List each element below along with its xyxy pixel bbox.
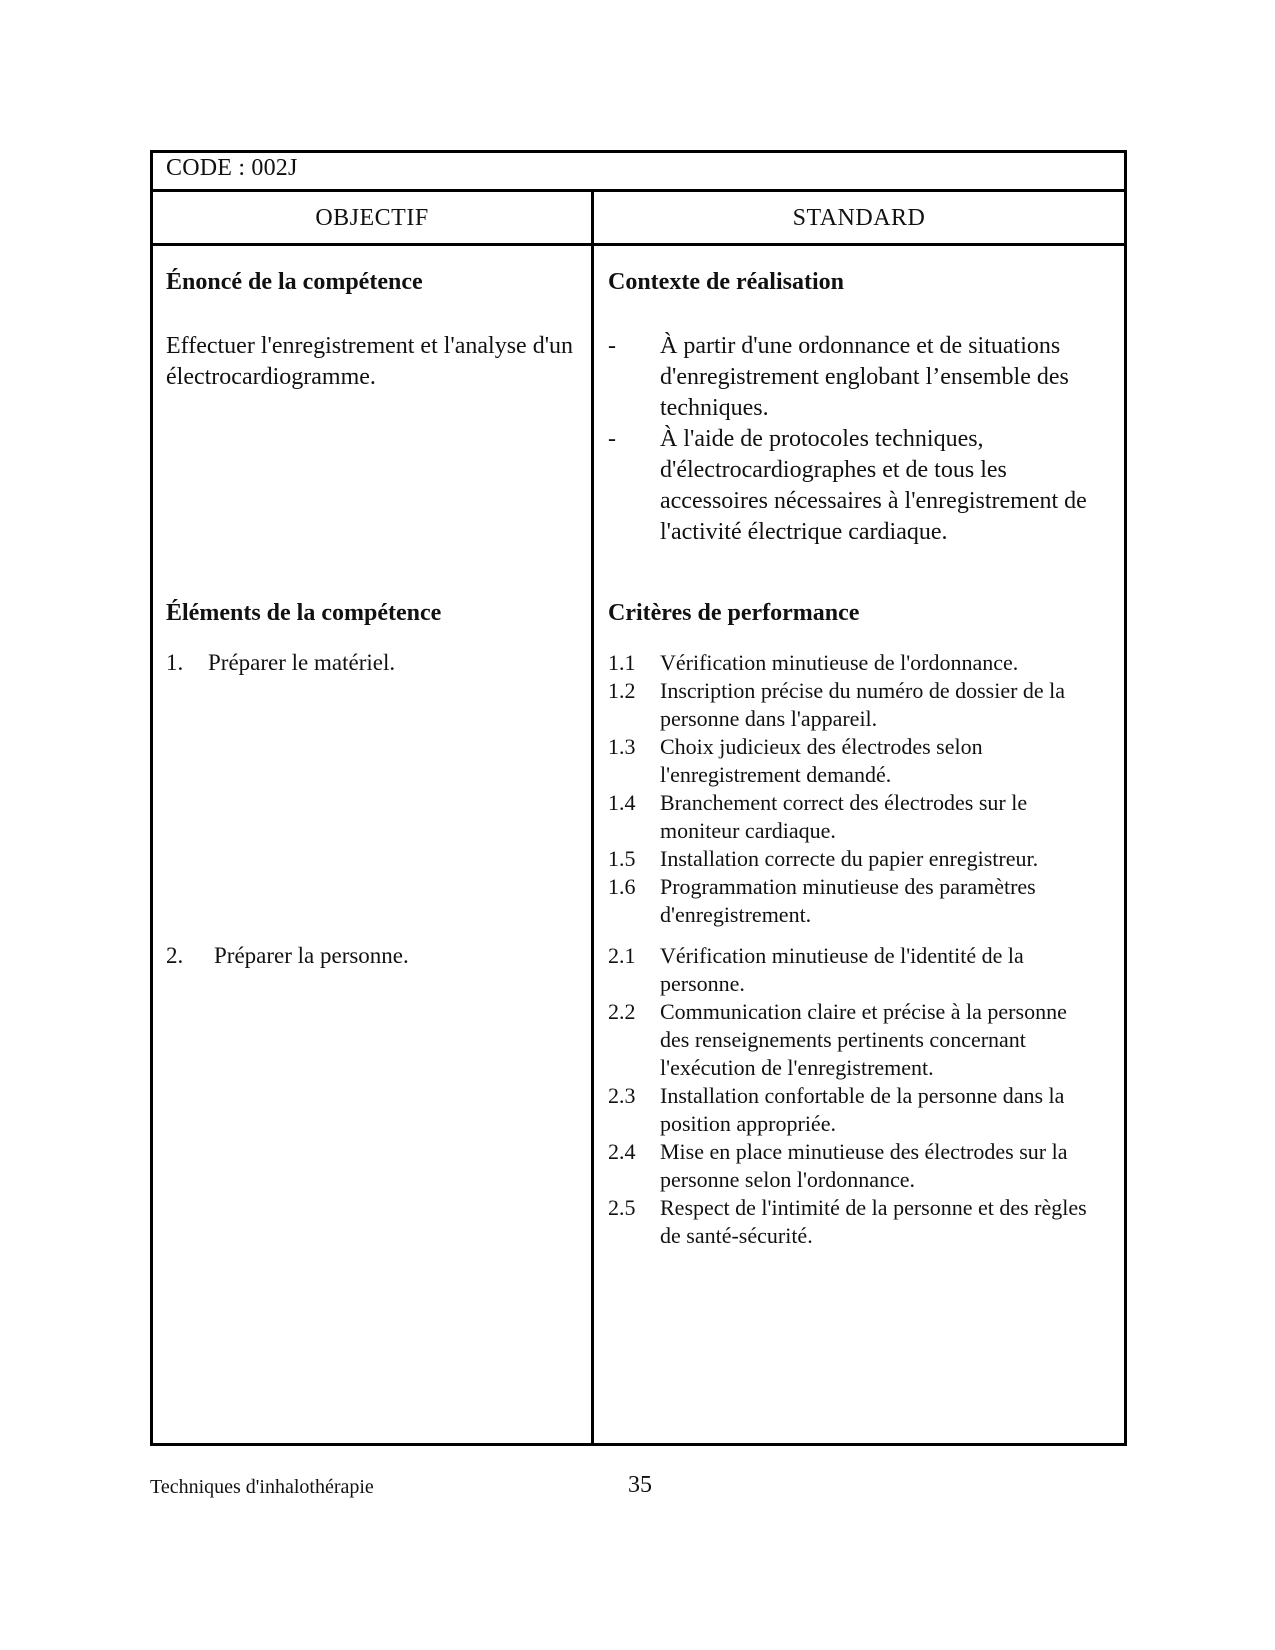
critere-number: 1.2 [608,678,636,703]
critere-item [608,998,1118,1082]
element-number: 2. [166,943,184,968]
critere-number: 2.3 [608,1083,636,1108]
text-line: moniteur cardiaque. [660,818,836,843]
text-line: Choix judicieux des électrodes selon [660,734,983,759]
text-line: personne selon l'ordonnance. [660,1167,916,1192]
critere-item [608,1138,1118,1194]
text-line: techniques. [660,395,769,421]
critere-number: 2.2 [608,999,636,1024]
critere-item [608,873,1118,929]
critere-number: 1.6 [608,874,636,899]
critere-item [608,733,1118,789]
critere-number: 1.3 [608,734,636,759]
text-line: personne. [660,971,745,996]
dash-marker: - [608,333,616,359]
critere-text [660,942,1118,998]
text-line: de santé-sécurité. [660,1223,813,1248]
criteres-group-1 [608,649,1118,929]
text-line: Installation correcte du papier enregistreur. [660,846,1039,871]
contexte-text [660,331,1118,424]
critere-number: 2.4 [608,1139,636,1164]
critere-number: 1.1 [608,650,636,675]
enonce-line: électrocardiogramme. [166,364,376,390]
text-line: l'exécution de l'enregistrement. [660,1055,934,1080]
critere-item [608,942,1118,998]
column-headers [153,192,1124,246]
element-item [166,649,576,677]
criteres-group-2 [608,942,1118,1250]
text-line: des renseignements pertinents concernant [660,1027,1026,1052]
text-line: Installation confortable de la personne dans la [660,1083,1065,1108]
critere-text [660,873,1118,929]
objectif-header: OBJECTIF [315,205,429,231]
critere-text [660,845,1118,873]
critere-item [608,677,1118,733]
competency-table [150,150,1127,1446]
element-text: Préparer le matériel. [208,650,396,675]
enonce-text [166,331,586,393]
element-text: Préparer la personne. [214,943,409,968]
text-line: À l'aide de protocoles techniques, [660,426,984,452]
contexte-text [660,424,1118,548]
critere-item [608,789,1118,845]
critere-text [660,677,1118,733]
elements-title: Éléments de la compétence [166,600,442,626]
criteres-title: Critères de performance [608,600,860,626]
critere-number: 1.5 [608,846,636,871]
contexte-list [608,331,1118,548]
enonce-title: Énoncé de la compétence [166,269,423,295]
text-line: Mise en place minutieuse des électrodes sur la [660,1139,1068,1164]
critere-number: 2.5 [608,1195,636,1220]
critere-text [660,1138,1118,1194]
text-line: Branchement correct des électrodes sur le [660,790,1028,815]
critere-item [608,845,1118,873]
contexte-title: Contexte de réalisation [608,269,844,295]
text-line: Communication claire et précise à la personne [660,999,1067,1024]
text-line: Respect de l'intimité de la personne et des règles [660,1195,1087,1220]
critere-number: 1.4 [608,790,636,815]
critere-text [660,1082,1118,1138]
text-line: À partir d'une ordonnance et de situations [660,333,1061,359]
text-line: d'enregistrement. [660,902,812,927]
code-row [153,153,1124,192]
enonce-line: Effectuer l'enregistrement et l'analyse d'un [166,333,574,359]
element-number: 1. [166,650,184,675]
text-line: personne dans l'appareil. [660,706,878,731]
critere-text [660,1194,1118,1250]
critere-text [660,733,1118,789]
text-line: Inscription précise du numéro de dossier de la [660,678,1066,703]
text-line: d'enregistrement englobant l’ensemble des [660,364,1069,390]
contexte-item [608,424,1118,548]
critere-text [660,649,1118,677]
column-divider [591,192,594,1443]
text-line: l'enregistrement demandé. [660,762,892,787]
critere-item [608,649,1118,677]
text-line: Vérification minutieuse de l'identité de la [660,943,1024,968]
page-number: 35 [628,1472,652,1498]
code-label: CODE : 002J [166,155,298,181]
text-line: d'électrocardiographes et de tous les [660,457,1007,483]
text-line: Vérification minutieuse de l'ordonnance. [660,650,1019,675]
text-line: position appropriée. [660,1111,836,1136]
critere-text [660,998,1118,1082]
standard-header: STANDARD [792,205,926,231]
critere-text [660,789,1118,845]
critere-item [608,1194,1118,1250]
footer-program: Techniques d'inhalothérapie [150,1476,374,1498]
text-line: accessoires nécessaires à l'enregistrement de [660,488,1087,514]
dash-marker: - [608,426,616,452]
critere-item [608,1082,1118,1138]
text-line: l'activité électrique cardiaque. [660,519,948,545]
critere-number: 2.1 [608,943,636,968]
element-item [166,942,576,970]
text-line: Programmation minutieuse des paramètres [660,874,1036,899]
contexte-item [608,331,1118,424]
